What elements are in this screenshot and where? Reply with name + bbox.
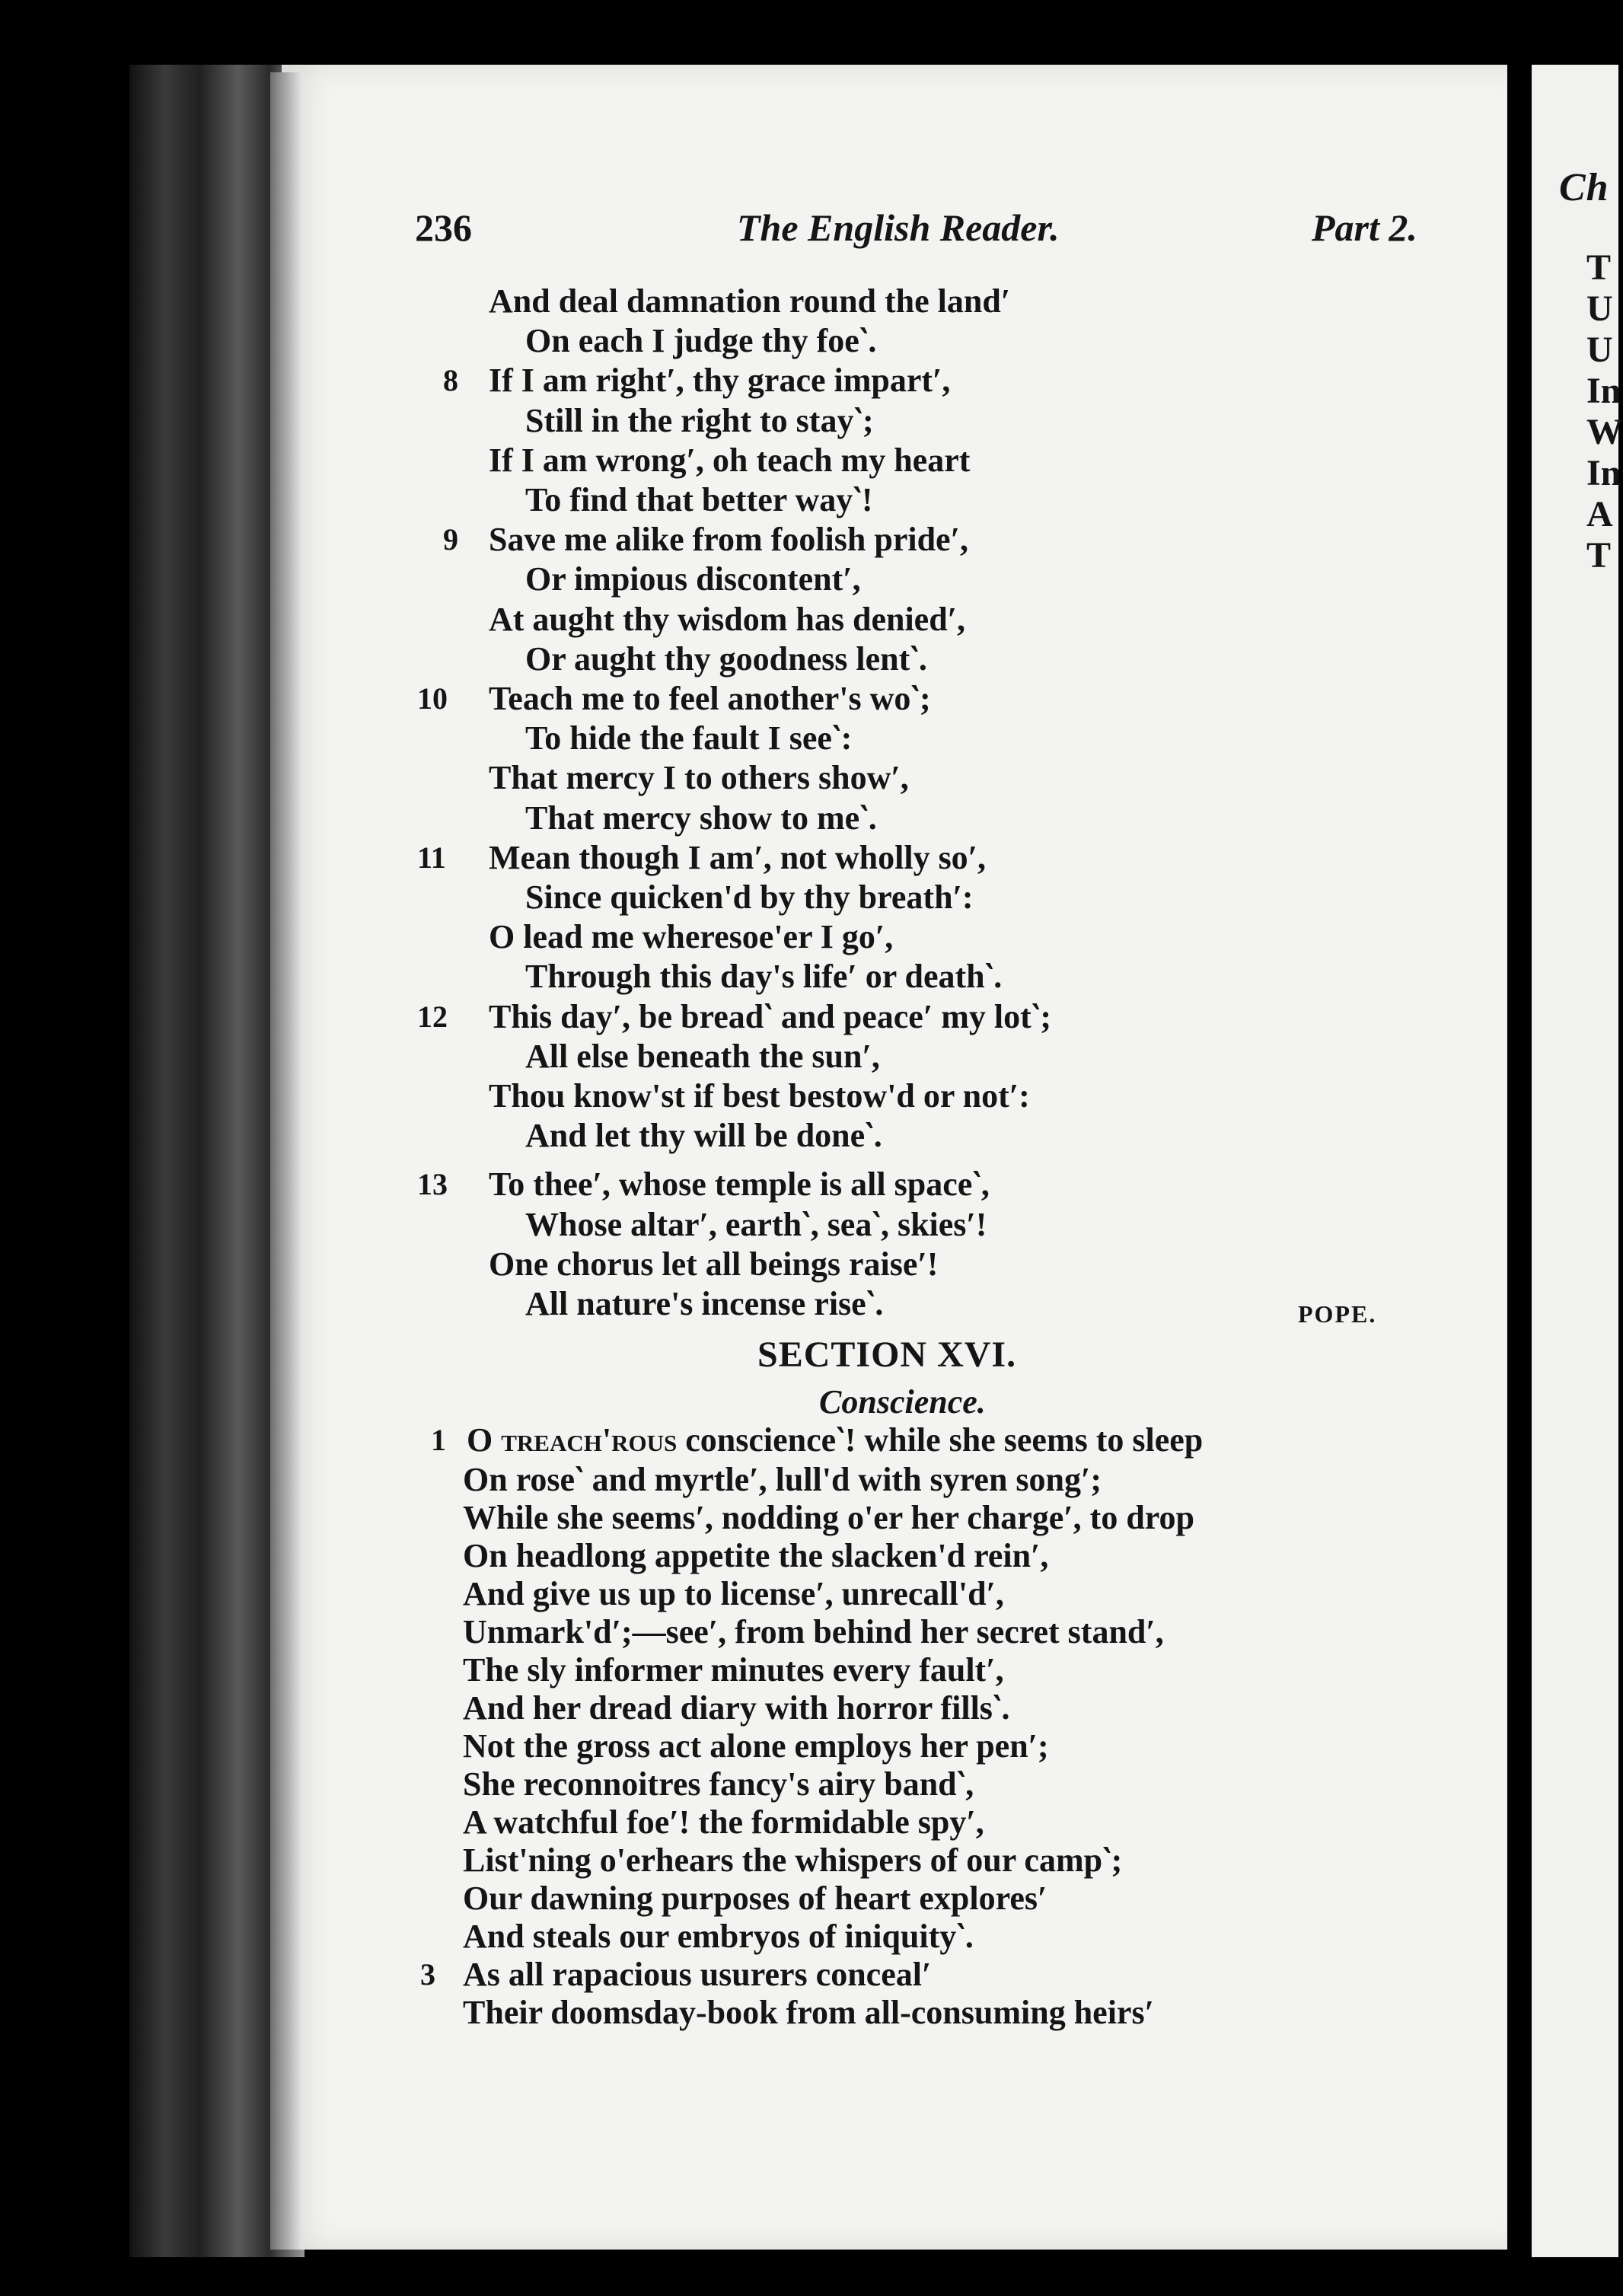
- poem-line: At aught thy wisdom has denied′,: [489, 601, 966, 638]
- poem-line: This day′, be bread‵ and peace′ my lot‵;: [489, 998, 1051, 1035]
- poem-line: While she seems′, nodding o'er her charge′, to drop: [463, 1499, 1194, 1536]
- poem-line: Through this day's life′ or death‵.: [525, 958, 1003, 995]
- poem-line: Teach me to feel another's wo‵;: [489, 680, 931, 717]
- verse-number: 9: [443, 522, 458, 556]
- facing-page-text: [1586, 247, 1623, 576]
- facing-letter: A: [1586, 494, 1613, 534]
- poem-line: On headlong appetite the slacken'd rein′,: [463, 1537, 1049, 1574]
- verse-number: 8: [443, 363, 458, 397]
- verse-number: 11: [417, 840, 446, 875]
- poem-line: Not the gross act alone employs her pen′;: [463, 1727, 1049, 1765]
- poem-line: To thee′, whose temple is all space‵,: [489, 1166, 990, 1203]
- poem-line: She reconnoitres fancy's airy band‵,: [463, 1765, 974, 1803]
- poem-line: On rose‵ and myrtle′, lull'd with syren song′;: [463, 1461, 1102, 1498]
- poem-line: To hide the fault I see‵:: [525, 719, 853, 757]
- poem-line: Unmark'd′;—see′, from behind her secret stand′,: [463, 1613, 1164, 1650]
- poem-line: A watchful foe′! the formidable spy′,: [463, 1803, 984, 1841]
- facing-letter: T: [1586, 247, 1612, 288]
- poem-line: Still in the right to stay‵;: [525, 402, 874, 439]
- facing-letter: U: [1586, 289, 1613, 329]
- facing-page-header: Ch: [1559, 166, 1609, 209]
- poem-line: That mercy I to others show′,: [489, 759, 909, 796]
- poem-line: Or impious discontent′,: [525, 560, 861, 598]
- verse-number: 1: [431, 1423, 446, 1457]
- poem-line: And deal damnation round the land′: [489, 282, 1011, 320]
- facing-letter: T: [1586, 535, 1612, 576]
- poem-line: Thou know'st if best bestow'd or not′:: [489, 1077, 1030, 1115]
- poem-line-opening: O treach'rous: [467, 1421, 678, 1459]
- poem-line: O lead me wheresoe'er I go′,: [489, 918, 894, 955]
- poem-line: Our dawning purposes of heart explores′: [463, 1880, 1047, 1917]
- facing-letter: In: [1586, 453, 1621, 493]
- poem-line: That mercy show to me‵.: [525, 799, 877, 837]
- running-title: The English Reader.: [737, 206, 1060, 249]
- poem-line: If I am wrong′, oh teach my heart: [489, 442, 971, 479]
- poem-line-rest: conscience‵! while she seems to sleep: [677, 1421, 1204, 1459]
- poem-line: And her dread diary with horror fills‵.: [463, 1689, 1010, 1727]
- facing-page: [1532, 65, 1623, 2257]
- section-title: SECTION XVI.: [757, 1335, 1017, 1375]
- poem-line: List'ning o'erhears the whispers of our camp‵;: [463, 1842, 1123, 1879]
- page-number: 236: [415, 206, 472, 249]
- facing-letter: W: [1586, 412, 1623, 452]
- poem-line: If I am right′, thy grace impart′,: [489, 362, 951, 399]
- facing-letter: U: [1586, 330, 1613, 370]
- poem-line: On each I judge thy foe‵.: [525, 322, 877, 359]
- poem-line: All else beneath the sun′,: [525, 1038, 880, 1075]
- poem-line: Their doomsday-book from all-consuming heirs′: [463, 1994, 1154, 2031]
- verse-number: 12: [417, 1000, 448, 1034]
- poem-line: As all rapacious usurers conceal′: [463, 1956, 932, 1993]
- section-subtitle: Conscience.: [819, 1383, 986, 1421]
- poem-line: Or aught thy goodness lent‵.: [525, 640, 927, 678]
- poem-line: All nature's incense rise‵.: [525, 1285, 884, 1322]
- poem-line: Save me alike from foolish pride′,: [489, 521, 968, 558]
- poem-line: And give us up to license′, unrecall'd′,: [463, 1575, 1004, 1612]
- author-attribution: POPE.: [1298, 1300, 1377, 1328]
- poem-line: The sly informer minutes every fault′,: [463, 1651, 1004, 1689]
- part-label: Part 2.: [1312, 206, 1417, 249]
- poem-line: [467, 1421, 1203, 1460]
- page-edge: [270, 72, 302, 2250]
- poem-line: Mean though I am′, not wholly so′,: [489, 839, 987, 876]
- poem-line: And steals our embryos of iniquity‵.: [463, 1918, 974, 1955]
- poem-line: Since quicken'd by thy breath′:: [525, 879, 974, 916]
- poem-line: To find that better way‵!: [525, 481, 873, 518]
- verse-number: 13: [417, 1167, 448, 1201]
- verse-number: 10: [417, 681, 448, 716]
- verse-number: 3: [420, 1957, 435, 1991]
- facing-letter: In: [1586, 371, 1621, 411]
- poem-line: One chorus let all beings raise′!: [489, 1245, 939, 1283]
- poem-line: Whose altar′, earth‵, sea‵, skies′!: [525, 1206, 987, 1243]
- poem-line: And let thy will be done‵.: [525, 1117, 882, 1154]
